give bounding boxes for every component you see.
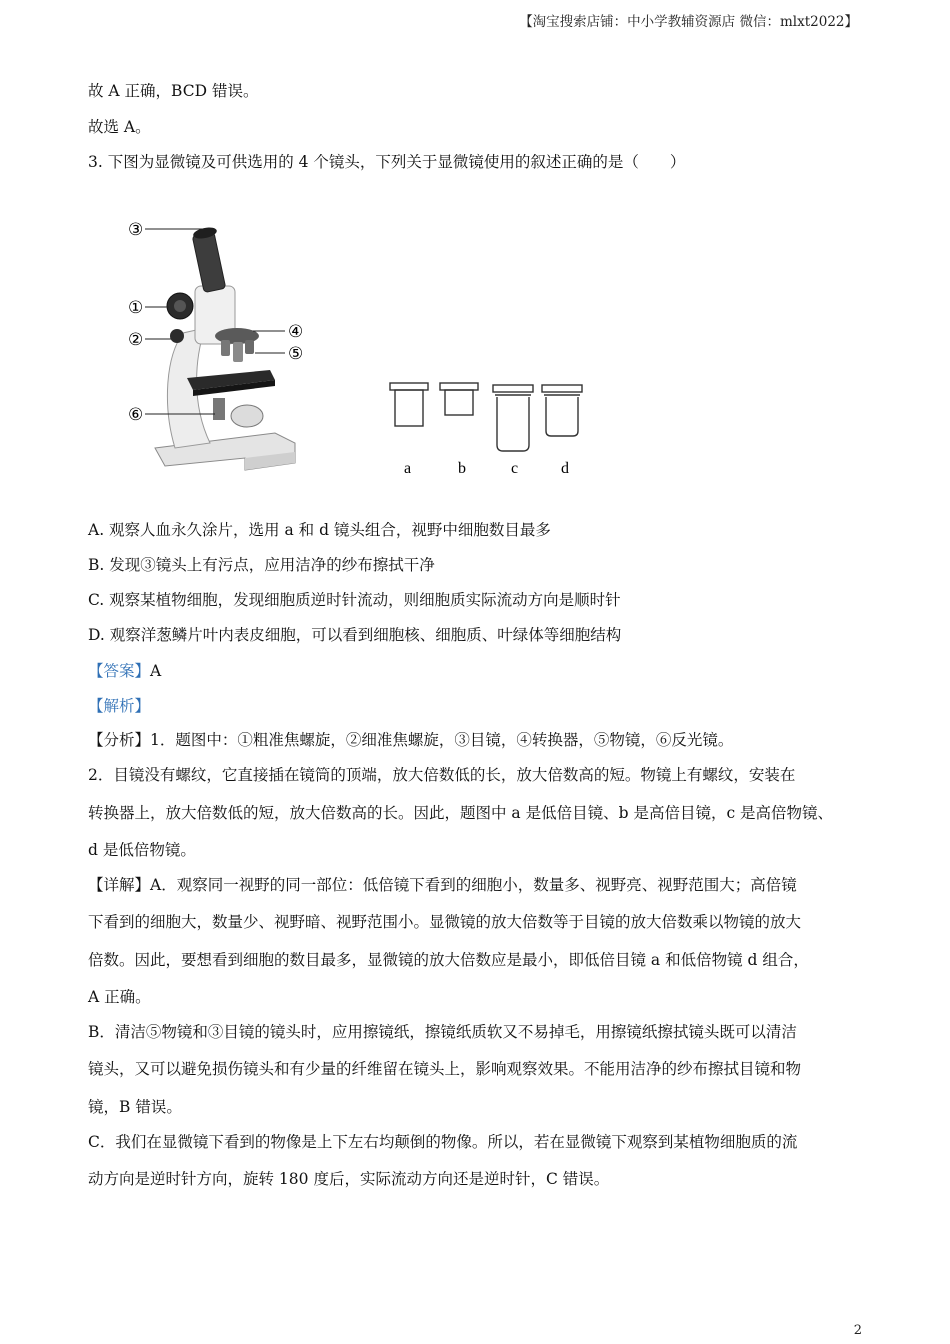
microscope-label-eyepiece: ③ [128,220,144,239]
analysis-line: 倍数。因此，要想看到细胞的数目最多，显微镜的放大倍数应是最小，即低倍目镜 a 和低倍物镜 d 组合， [88,951,809,969]
question-stem: 3. 下图为显微镜及可供选用的 4 个镜头，下列关于显微镜使用的叙述正确的是（ ） [88,153,686,171]
microscope-label-nosepiece: ④ [288,322,304,341]
prev-answer-line-1: 故 A 正确，BCD 错误。 [88,82,259,100]
microscope-label-coarse-knob: ① [128,298,144,317]
microscope-figure [125,208,315,488]
lens-label-b: b [458,460,466,477]
page-header: 【淘宝搜索店铺：中小学教辅资源店 微信：mlxt2022】 [519,14,858,30]
lens-figure [385,375,595,485]
option-b: B. 发现③镜头上有污点，应用洁净的纱布擦拭干净 [88,556,435,574]
analysis-line: 镜头，又可以避免损伤镜头和有少量的纤维留在镜头上，影响观察效果。不能用洁净的纱布擦拭目镜和物 [88,1060,802,1078]
microscope-label-mirror: ⑥ [128,405,144,424]
analysis-line: 【分析】1．题图中：①粗准焦螺旋，②细准焦螺旋，③目镜，④转换器，⑤物镜，⑥反光镜。 [88,731,734,749]
analysis-line: 下看到的细胞大，数量少、视野暗、视野范围小。显微镜的放大倍数等于目镜的放大倍数乘以物镜的放大 [88,913,802,931]
analysis-line: 镜，B 错误。 [88,1098,182,1116]
lens-label-a: a [404,460,412,477]
option-a: A. 观察人血永久涂片，选用 a 和 d 镜头组合，视野中细胞数目最多 [88,521,551,539]
analysis-line: 动方向是逆时针方向，旋转 180 度后，实际流动方向还是逆时针，C 错误。 [88,1170,610,1188]
analysis-line: 2．目镜没有螺纹，它直接插在镜筒的顶端，放大倍数低的长，放大倍数高的短。物镜上有螺纹，安装在 [88,766,796,784]
page-number: 2 [853,1323,862,1338]
analysis-line: A 正确。 [88,988,151,1006]
analysis-line: 【详解】A．观察同一视野的同一部位：低倍镜下看到的细胞小，数量多、视野亮、视野范围大；高倍镜 [88,876,797,894]
answer-tag: 【答案】 [88,662,151,680]
answer-value: A [150,662,162,680]
lens-label-c: c [511,460,519,477]
prev-answer-line-2: 故选 A。 [88,118,151,136]
analysis-line: 转换器上，放大倍数低的短，放大倍数高的长。因此，题图中 a 是低倍目镜、b 是高倍目镜，c 是高倍物镜、 [88,804,834,822]
option-c: C. 观察某植物细胞，发现细胞质逆时针流动，则细胞质实际流动方向是顺时针 [88,591,621,609]
option-d: D. 观察洋葱鳞片叶内表皮细胞，可以看到细胞核、细胞质、叶绿体等细胞结构 [88,626,622,644]
lens-label-d: d [561,460,569,477]
microscope-label-objective: ⑤ [288,344,304,363]
analysis-line: d 是低倍物镜。 [88,841,196,859]
answer-line [88,660,870,682]
analysis-line: B．清洁⑤物镜和③目镜的镜头时，应用擦镜纸，擦镜纸质软又不易掉毛，用擦镜纸擦拭镜头既可以清洁 [88,1023,797,1041]
analysis-tag: 【解析】 [88,697,151,715]
microscope-label-fine-knob: ② [128,330,144,349]
analysis-line: C．我们在显微镜下看到的物像是上下左右均颠倒的物像。所以，若在显微镜下观察到某植物细胞质的流 [88,1133,798,1151]
